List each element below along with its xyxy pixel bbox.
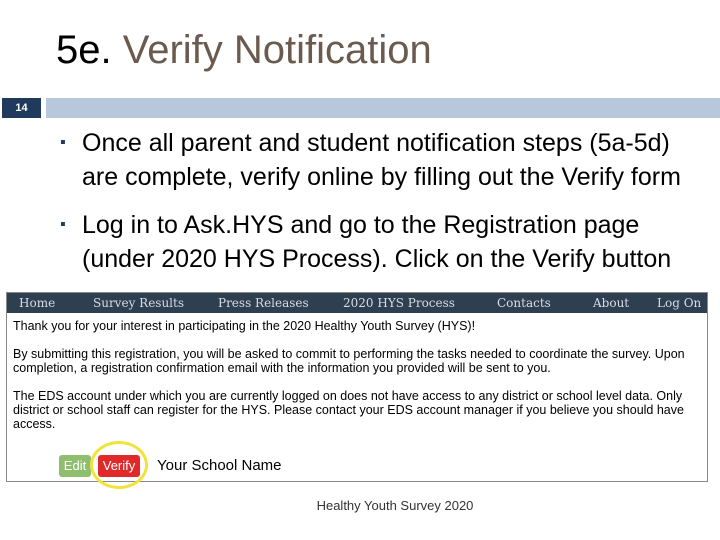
slide-number: 14 [2,98,41,118]
bullet-square-icon: ▪ [60,216,66,233]
slide-title-number: 5e. [56,28,112,72]
bullet-square-icon: ▪ [60,134,66,151]
school-name: Your School Name [157,457,282,474]
verify-button[interactable]: Verify [98,455,140,477]
nav-hys-process[interactable]: 2020 HYS Process [343,296,455,310]
site-navbar [7,293,707,313]
registration-page-screenshot [6,292,708,482]
slide-title-text: Verify Notification [122,28,432,72]
bullet-text: Once all parent and student notification steps (5a-5d) are complete, verify online by filling out the Verify form [82,129,681,191]
bullet-item [58,126,708,194]
nav-home[interactable]: Home [19,296,56,310]
nav-log-on[interactable]: Log On [657,296,702,310]
title-underline-bar [46,98,720,118]
nav-about[interactable]: About [593,296,630,310]
nav-press-releases[interactable]: Press Releases [218,296,309,310]
edit-button[interactable]: Edit [59,455,91,477]
nav-survey-results[interactable]: Survey Results [93,296,185,310]
nav-contacts[interactable]: Contacts [497,296,551,310]
bullet-list [58,126,708,276]
verify-highlight-circle [90,441,148,489]
thank-you-text: Thank you for your interest in participating in the 2020 Healthy Youth Survey (HYS)! [13,319,476,333]
submission-info-text: By submitting this registration, you will be asked to commit to performing the tasks needed to coordinate the survey. Upon completion, a registration confirmation email with the information you provided will be sent to you. [13,347,685,375]
slide-title [56,26,432,74]
slide-footer: Healthy Youth Survey 2020 [316,498,474,513]
bullet-text: Log in to Ask.HYS and go to the Registration page (under 2020 HYS Process). Click on the Verify button [82,211,672,273]
bullet-item [58,208,708,276]
access-warning-text: The EDS account under which you are currently logged on does not have access to any district or school level data. Only district or school staff can register for the HYS. Please contact your EDS account manager if you believe you should have access. [13,389,684,431]
